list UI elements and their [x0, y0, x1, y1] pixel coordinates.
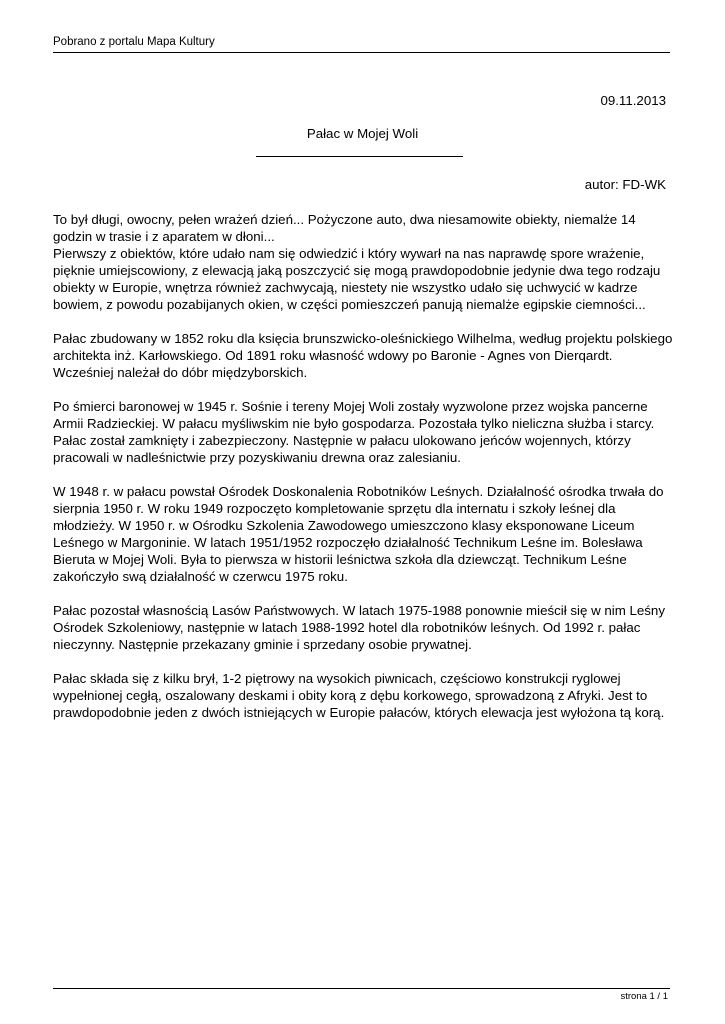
page-header-source: Pobrano z portalu Mapa Kultury [53, 36, 215, 48]
body-paragraph: To był długi, owocny, pełen wrażeń dzień... Pożyczone auto, dwa niesamowite obiekty, niemalże 14 godzin w trasie i z aparatem w dłoni... Pierwszy z obiektów, które udało nam się odwiedzić i który wywarł na nas naprawdę spore wrażenie, pięknie umiejscowiony, z elewacją jaką poszczycić się mogą prawdopodobnie jedynie dwa tego rodzaju obiekty w Europie, wnętrza również zachwycają, niestety nie wszystko udało się uchwycić w kadrze bowiem, z powodu pozabijanych okien, w części pomieszczeń panują niemalże egipskie ciemności... [53, 212, 661, 312]
body-paragraph: Pałac zbudowany w 1852 roku dla księcia brunszwicko-oleśnickiego Wilhelma, według projektu polskiego architekta inż. Karłowskiego. Od 1891 roku własność wdowy po Baronie - Agnes von Dierqardt. Wcześniej należał do dóbr międzyborskich. [53, 331, 673, 380]
header-divider [53, 52, 670, 53]
document-date: 09.11.2013 [600, 93, 666, 108]
body-paragraph: Pałac składa się z kilku brył, 1-2 piętrowy na wysokich piwnicach, częściowo konstrukcji ryglowej wypełnionej cegłą, oszalowany deskami i obity korą z dębu korkowego, sprowadzoną z Afryki. Jest to prawdopodobnie jeden z dwóch istniejących w Europie pałaców, których elewacja jest wyłożona tą korą. [53, 671, 665, 720]
document-body [53, 211, 673, 738]
body-paragraph: Pałac pozostał własnością Lasów Państwowych. W latach 1975-1988 ponownie mieścił się w nim Leśny Ośrodek Szkoleniowy, następnie w latach 1988-1992 hotel dla robotników leśnych. Od 1992 r. pałac nieczynny. Następnie przekazany gminie i sprzedany osobie prywatnej. [53, 603, 665, 652]
footer-divider [53, 988, 670, 989]
page-number: strona 1 / 1 [620, 991, 668, 1002]
title-underline [256, 156, 463, 157]
document-author: autor: FD-WK [584, 177, 666, 192]
body-paragraph: W 1948 r. w pałacu powstał Ośrodek Doskonalenia Robotników Leśnych. Działalność ośrodka trwała do sierpnia 1950 r. W roku 1949 rozpoczęto kompletowanie sprzętu dla internatu i szkoły leśnej dla młodzieży. W 1950 r. w Ośrodku Szkolenia Zawodowego umieszczono klasy eksponowane Liceum Leśnego w Margoninie. W latach 1951/1952 rozpoczęło działalność Technikum Leśne im. Bolesława Bieruta w Mojej Woli. Była to pierwsza w historii leśnictwa szkoła dla dziewcząt. Technikum Leśne zakończyło swą działalność w czerwcu 1975 roku. [53, 484, 664, 584]
document-title: Pałac w Mojej Woli [306, 126, 419, 141]
body-paragraph: Po śmierci baronowej w 1945 r. Sośnie i tereny Mojej Woli zostały wyzwolone przez wojska pancerne Armii Radzieckiej. W pałacu myśliwskim nie było gospodarza. Pozostała tylko nieliczna służba i starcy. Pałac został zamknięty i zabezpieczony. Następnie w pałacu ulokowano jeńców wojennych, którzy pracowali w nadleśnictwie przy pozyskiwaniu drewna oraz zalesianiu. [53, 399, 655, 465]
